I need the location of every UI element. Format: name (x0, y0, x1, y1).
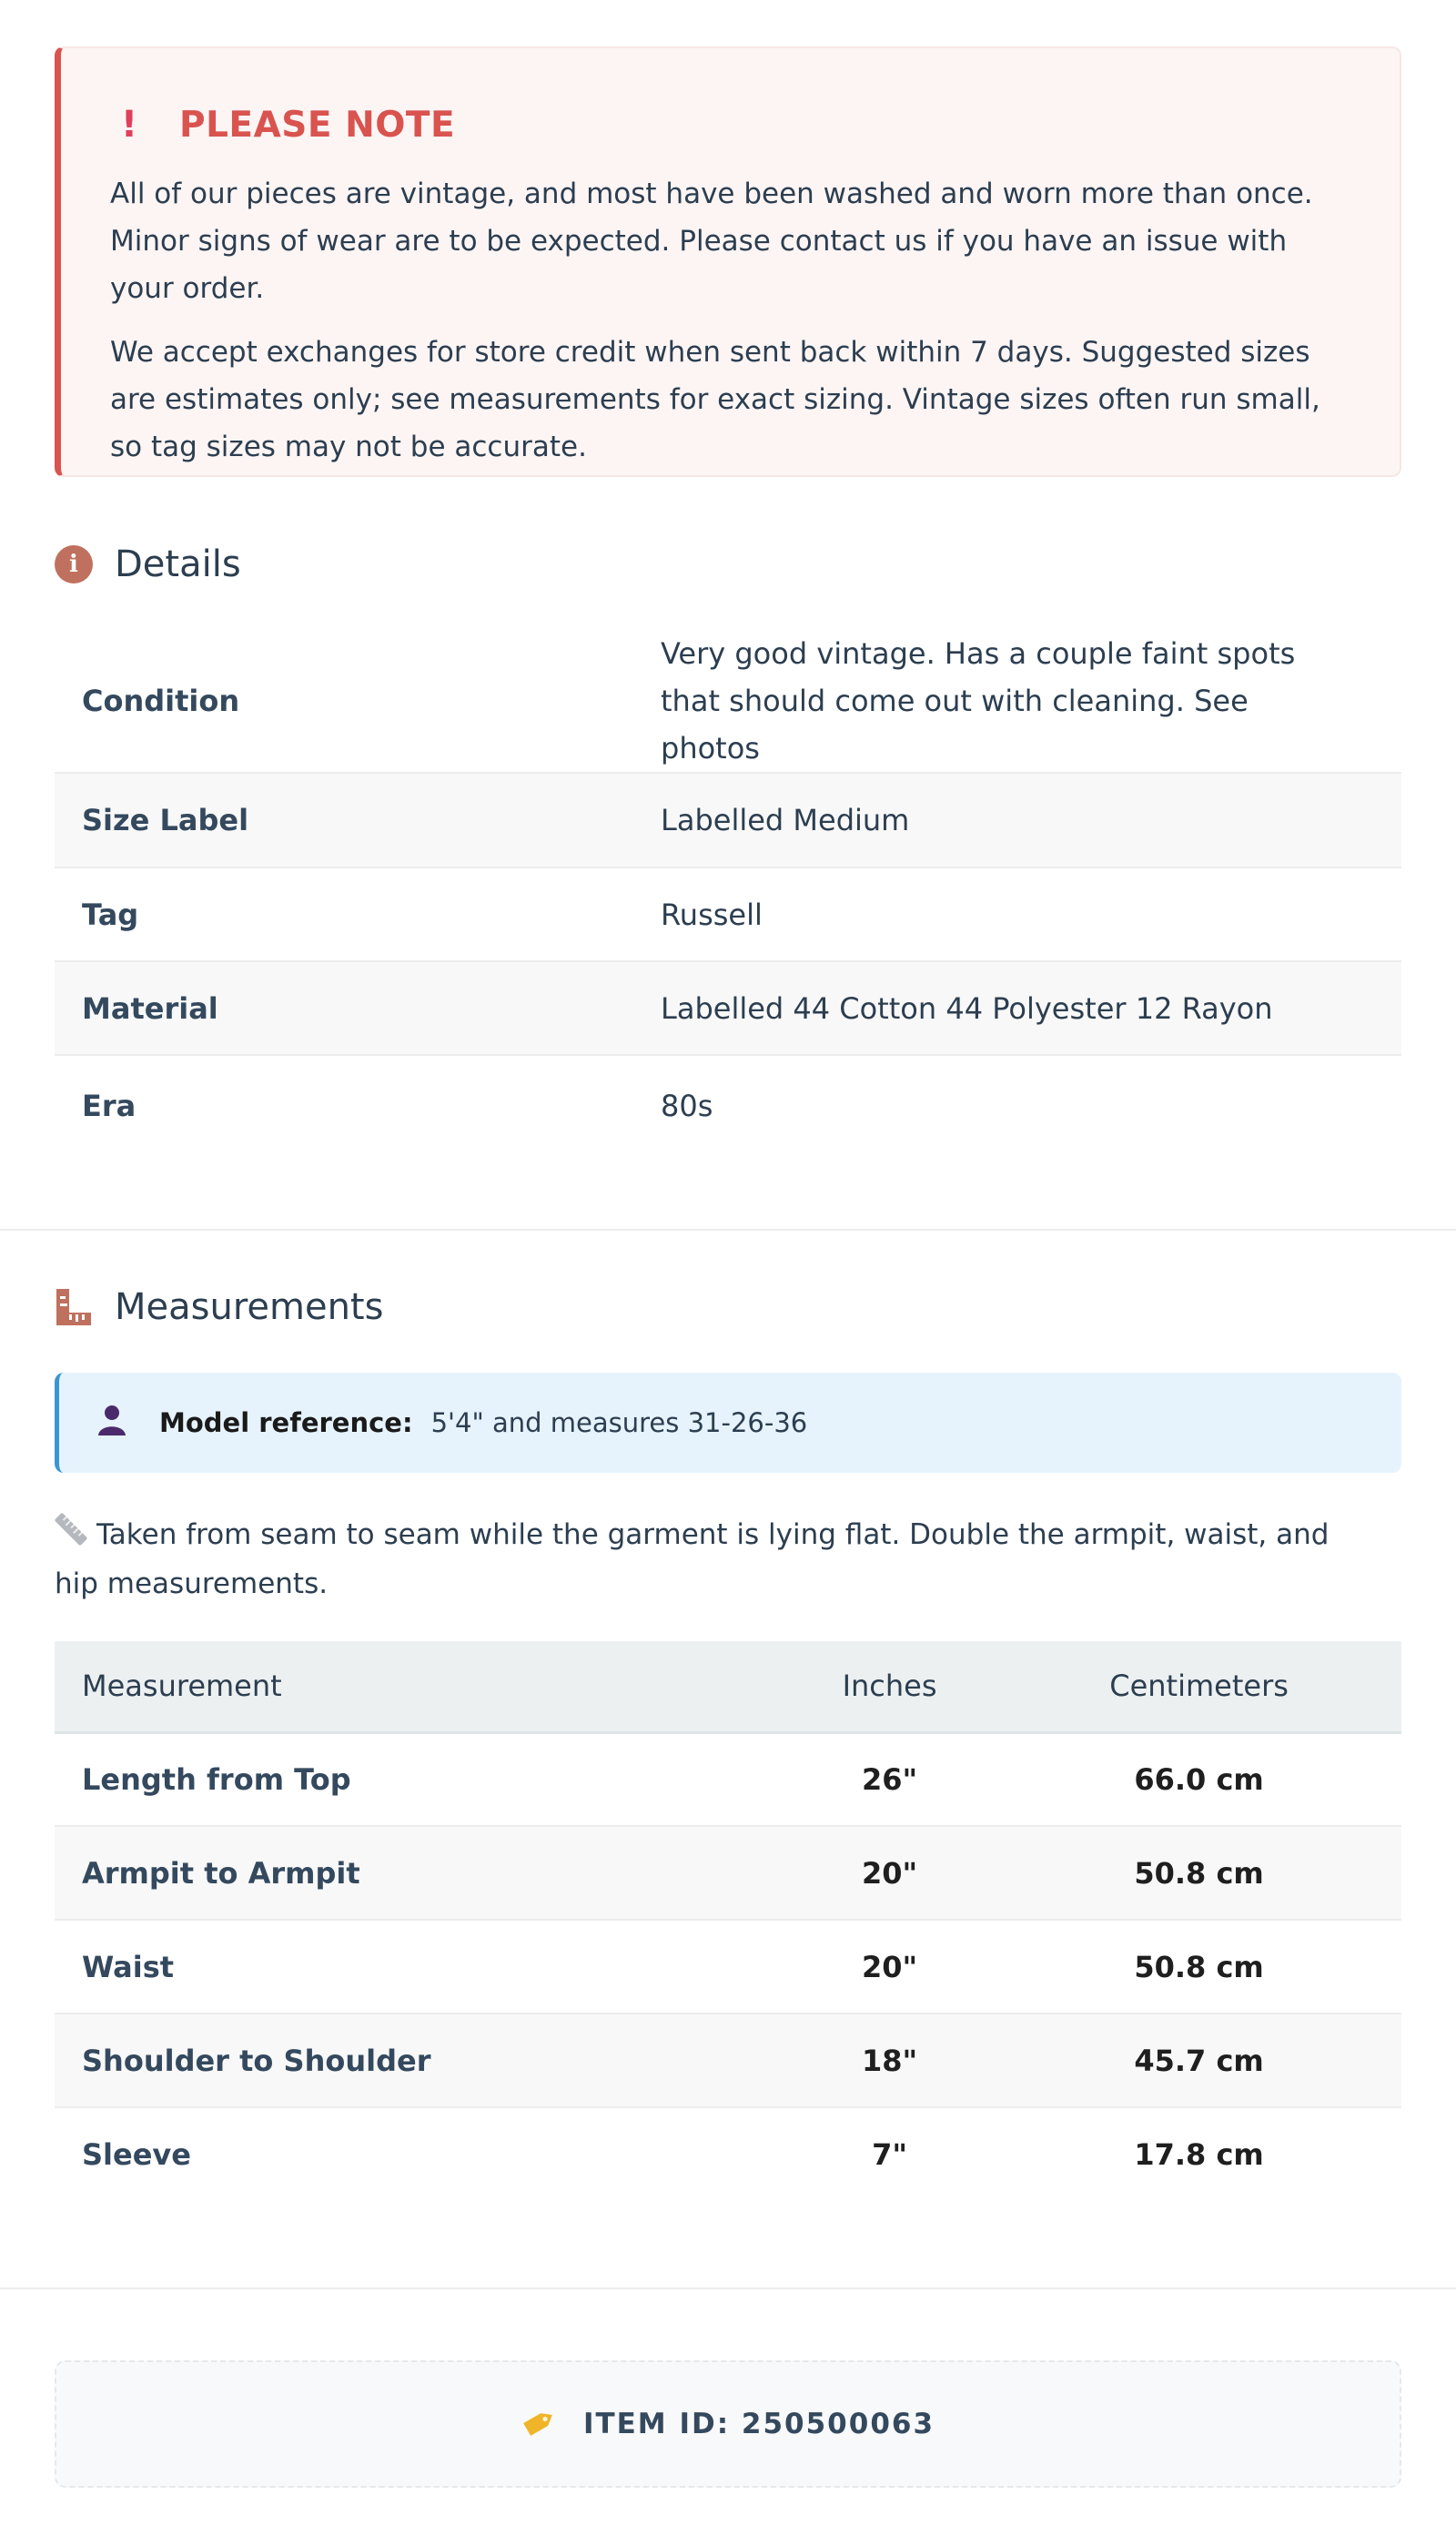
measurements-title: Measurements (115, 1286, 384, 1328)
measurement-cm: 45.7 cm (1134, 2043, 1264, 2078)
detail-value: Russell (661, 897, 763, 932)
measurement-inches: 20" (861, 1855, 918, 1891)
table-row (55, 630, 1401, 773)
detail-key: Size Label (82, 803, 249, 837)
details-header (55, 537, 241, 592)
ruler-icon (55, 1513, 87, 1560)
table-row (55, 1826, 1401, 1920)
measurement-inches: 26" (861, 1761, 918, 1797)
person-icon (96, 1404, 128, 1443)
table-row (55, 2014, 1401, 2107)
measurement-note (55, 1511, 1347, 1608)
table-row (55, 961, 1401, 1055)
column-header: Measurement (82, 1669, 282, 1704)
detail-value: 80s (661, 1088, 713, 1123)
table-row (55, 1920, 1401, 2014)
info-icon: i (55, 545, 93, 583)
detail-value: Labelled Medium (661, 803, 910, 837)
measurement-inches: 7" (872, 2137, 908, 2172)
notice-header (110, 97, 1352, 152)
table-row (55, 773, 1401, 867)
column-header: Centimeters (1109, 1669, 1289, 1704)
table-row (55, 1055, 1401, 1155)
detail-key: Material (82, 990, 218, 1026)
measurement-inches: 18" (861, 2043, 918, 2078)
table-row (55, 2107, 1401, 2201)
model-reference (55, 1373, 1401, 1473)
measurement-cm: 17.8 cm (1134, 2137, 1264, 2172)
detail-key: Tag (82, 897, 139, 932)
measurement-cm: 50.8 cm (1134, 1855, 1264, 1891)
measurement-name: Waist (82, 1949, 175, 1984)
measurement-name: Shoulder to Shoulder (82, 2043, 431, 2078)
detail-value: Very good vintage. Has a couple faint spots that should come out with cleaning. See photos (661, 636, 1296, 766)
details-title: Details (115, 543, 241, 585)
tag-icon (521, 2406, 558, 2442)
item-id-box (55, 2360, 1401, 2488)
measurements-table (55, 1641, 1401, 2201)
section-divider (0, 2287, 1456, 2289)
notice-title: PLEASE NOTE (179, 104, 456, 146)
details-table (55, 630, 1401, 1155)
column-header: Inches (842, 1669, 937, 1704)
measurement-inches: 20" (861, 1949, 918, 1984)
measurement-name: Armpit to Armpit (82, 1855, 360, 1891)
model-reference-value: 5'4" and measures 31-26-36 (430, 1407, 808, 1438)
measurement-name: Length from Top (82, 1761, 351, 1797)
measurement-note-text: Taken from seam to seam while the garment is lying flat. Double the armpit, waist, and hip measurements. (55, 1518, 1330, 1600)
notice-box (55, 46, 1401, 477)
section-divider (0, 1229, 1456, 1231)
exclamation-icon: ! (120, 104, 138, 146)
measurements-header (55, 1280, 383, 1334)
measurement-cm: 50.8 cm (1134, 1949, 1264, 1984)
measurement-name: Sleeve (82, 2137, 191, 2172)
detail-key: Condition (82, 684, 240, 718)
table-row (55, 867, 1401, 961)
notice-paragraph: We accept exchanges for store credit when sent back within 7 days. Suggested sizes are estimates only; see measurements for exact sizing. Vintage sizes often run small, so tag sizes may not be accurate. (110, 336, 1320, 463)
measurement-cm: 66.0 cm (1134, 1761, 1264, 1797)
ruler-icon (55, 1288, 93, 1326)
model-reference-label: Model reference: (159, 1407, 413, 1438)
item-id-label: ITEM ID: 250500063 (582, 2408, 935, 2440)
detail-key: Era (82, 1088, 136, 1123)
table-header-row (55, 1641, 1401, 1732)
notice-paragraph: All of our pieces are vintage, and most have been washed and worn more than once. Minor signs of wear are to be expected. Please contact us if you have an issue with your order. (110, 178, 1313, 305)
table-row (55, 1732, 1401, 1826)
detail-value: Labelled 44 Cotton 44 Polyester 12 Rayon (661, 990, 1273, 1026)
